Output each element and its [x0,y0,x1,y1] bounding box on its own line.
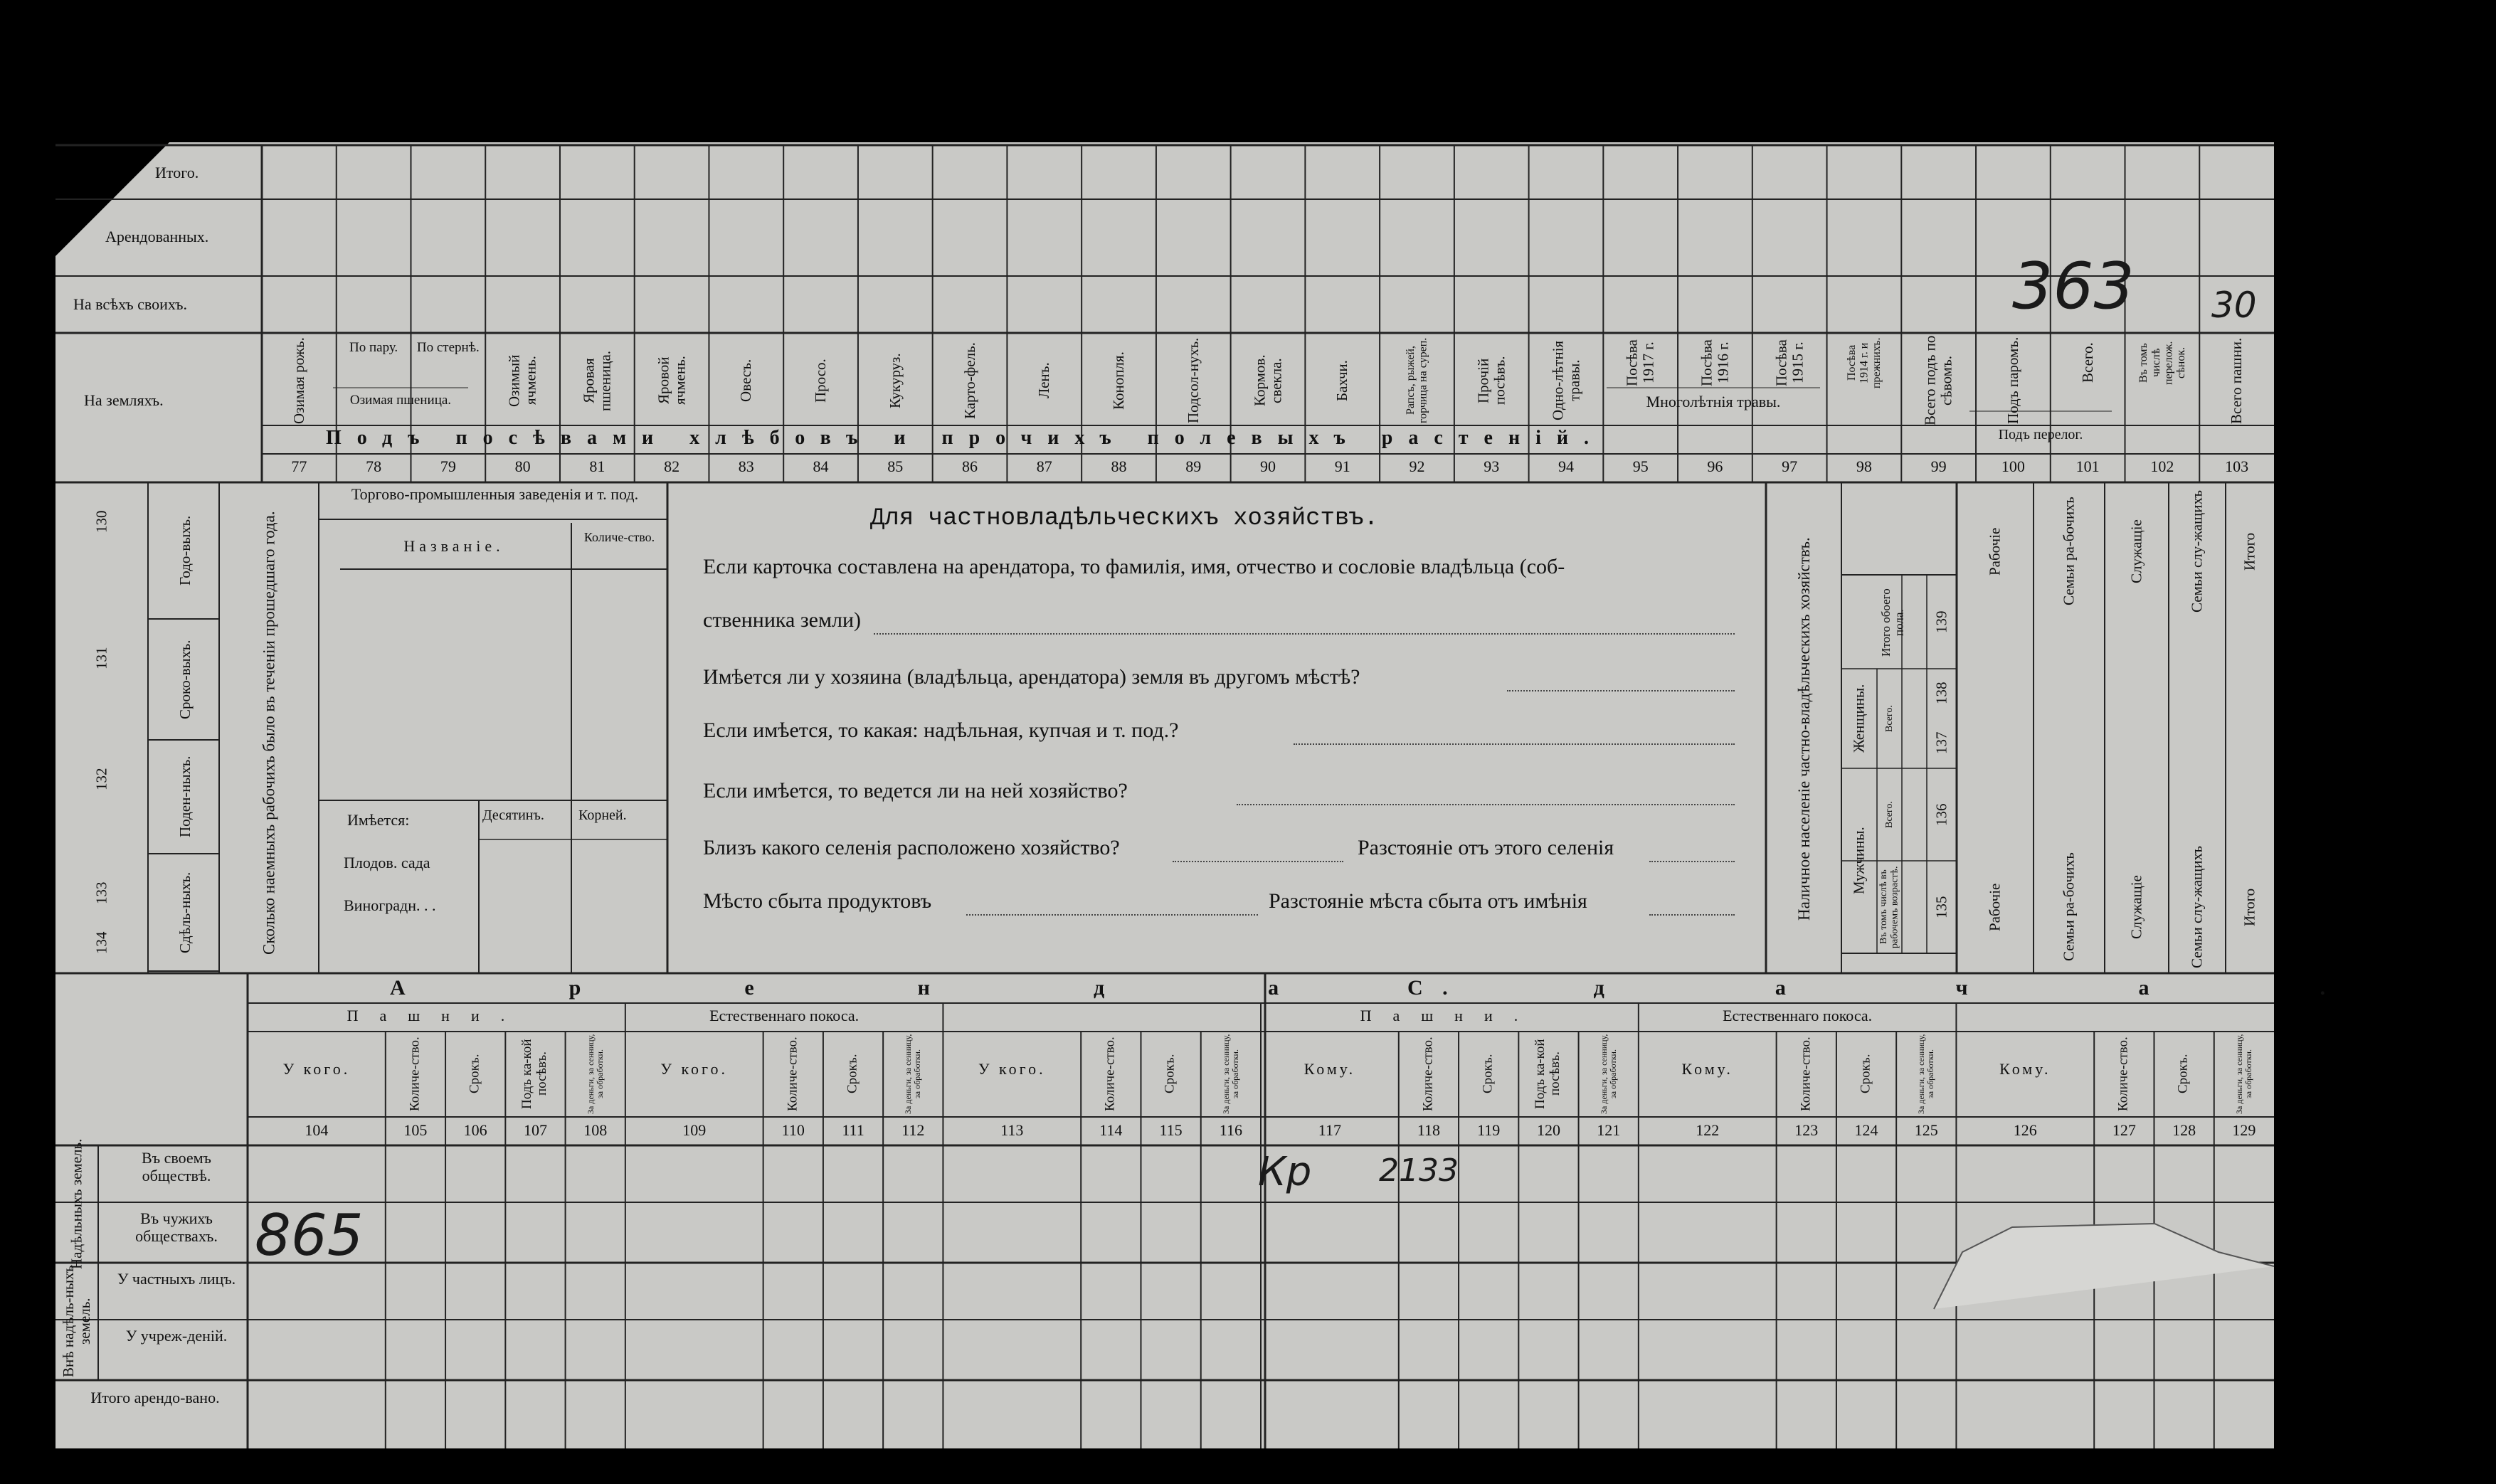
bot-head-12: За деньги, за сенницу, за обработки. [1220,1034,1240,1114]
bot-group-0: Пашни. [347,1007,527,1024]
answer-line-farmed[interactable] [1237,804,1735,805]
bot-col-number-105: 105 [403,1121,428,1139]
col-number-85: 85 [887,457,904,475]
bot-col-number-115: 115 [1159,1121,1183,1139]
answer-line-village-distance[interactable] [1649,861,1735,862]
bot-head-13: Кому. [1303,1060,1356,1078]
pop-men-total: Всего. [1883,801,1895,828]
question-other-land: Имѣется ли у хозяина (владѣльца, арендатора) земля въ другомъ мѣстѣ? [703,665,1360,689]
staff-col-bottom-1: Семьи ра-бочихъ [2060,852,2078,962]
hired-type-1: Сроко-выхъ. [176,640,194,719]
population-label: Наличное населеніе частно-владѣльческихъ хозяйствъ. [1794,537,1813,921]
col-number-89: 89 [1185,457,1202,475]
col-number-83: 83 [738,457,754,475]
bot-col-number-108: 108 [583,1121,608,1139]
crop-header-26: Всего пашни. [2228,337,2246,424]
crop-header-10: Ленъ. [1035,362,1053,399]
sdacha-title: Сдача. [1407,976,2496,1000]
hired-col-131: 131 [92,647,110,669]
crop-header-13: Кормов. свекла. [1250,354,1284,407]
staff-col-bottom-0: Рабочіе [1986,883,2004,931]
question-owner-2: ственника земли) [703,608,861,632]
crop-header-1: По пару. [349,340,398,355]
bot-head-8: За деньги, за сенницу, за обработки. [903,1034,923,1114]
bot-head-1: Количе-ство. [407,1037,423,1111]
census-card [55,142,2496,1448]
bot-col-number-123: 123 [1794,1121,1819,1139]
crop-header-19: Посѣва 1916 г. [1698,339,1732,386]
pop-men-working-age: Въ томъ числѣ въ рабочемъ возрастѣ. [1878,866,1900,948]
trade-name-col: Названіе. [403,537,504,555]
staff-col-top-3: Семьи слу-жащихъ [2188,489,2206,613]
handwritten-number-left: 865 [255,1202,364,1268]
crop-header-15: Рапсъ, рыжей, горчица на суреп. [1404,337,1429,424]
row-private-persons: У частныхъ лицъ. [117,1270,236,1288]
question-land-type: Если имѣется, то какая: надѣльная, купчая и т. под.? [703,719,1179,742]
fallow-group-label: Подъ перелог. [1998,427,2083,442]
col-number-77: 77 [291,457,307,475]
col-number-94: 94 [1558,457,1574,475]
bot-col-number-110: 110 [781,1121,805,1139]
bot-group-2: Пашни. [1360,1007,1540,1024]
bot-col-number-117: 117 [1318,1121,1341,1139]
hired-type-2: Поден-ныхъ. [176,756,194,838]
crop-header-17: Одно-лѣтнiя травы. [1548,340,1582,421]
row-other-society: Въ чужихъ обществахъ. [135,1209,218,1246]
crop-header-18: Посѣва 1917 г. [1623,339,1657,386]
trade-title: Торгово-промышленныя заведенія и т. под. [351,485,639,503]
bot-head-11: Срокъ. [1163,1054,1178,1094]
crop-header-22: Всего подъ по сѣвомъ. [1921,335,1955,426]
bot-col-number-111: 111 [842,1121,864,1139]
row-own-society: Въ своемъ обществѣ. [142,1149,211,1185]
trade-qty-col: Количе-ство. [583,530,655,544]
col-number-97: 97 [1782,457,1798,475]
col-number-96: 96 [1707,457,1723,475]
row-own-label: На всѣхъ своихъ. [73,295,187,313]
hired-type-0: Годо-выхъ. [176,515,194,586]
hired-col-134: 134 [92,931,110,954]
crop-header-7: Просо. [811,359,829,403]
bot-head-21: За деньги, за сенницу, за обработки. [1916,1034,1936,1114]
crop-header-4: Яровая пшеница. [580,350,614,411]
bot-head-10: Количе-ство. [1102,1037,1118,1111]
question-market: Мѣсто сбыта продуктовъ [703,889,932,913]
wheat-group-label: Озимая пшеница. [349,393,452,408]
both-sexes-label: Итого обоего пола. [1878,588,1906,657]
bot-col-number-128: 128 [2172,1121,2196,1139]
orchard-label: Плодов. сада [344,854,430,871]
crop-header-25: Въ томъ числѣ перелож. сѣнок. [2137,341,2187,385]
answer-line-market[interactable] [966,914,1258,916]
vineyard-label: Виноградн. . . [344,896,436,914]
question-owner-1: Если карточка составлена на арендатора, то фамилія, имя, отчество и сословіе владѣльца (соб- [703,555,1565,578]
row-rented-label: Арендованных. [105,228,209,245]
crop-header-9: Карто-фель. [961,342,978,419]
bot-head-0: У кого. [282,1060,351,1078]
col-number-88: 88 [1111,457,1127,475]
bot-head-5: У кого. [660,1060,729,1078]
grass-group-label: Многолѣтнія травы. [1646,393,1781,410]
col-number-100: 100 [2001,457,2025,475]
crop-header-3: Озимый ячмень. [505,354,539,407]
vne-nadel-label: Внѣ надѣль-ныхъ земель. [59,1265,93,1378]
row-institutions: У учреж-деній. [125,1327,228,1345]
bot-col-number-124: 124 [1854,1121,1878,1139]
bot-col-number-119: 119 [1477,1121,1501,1139]
bot-head-14: Количе-ство. [1420,1037,1436,1111]
question-village: Близъ какого селенія расположено хозяйство? [703,836,1120,859]
col-number-82: 82 [664,457,680,475]
answer-line-village[interactable] [1173,861,1343,862]
bot-col-number-104: 104 [305,1121,329,1139]
bot-col-number-118: 118 [1417,1121,1441,1139]
question-farmed: Если имѣется, то ведется ли на ней хозяйство? [703,779,1128,802]
women-label: Женщины. [1850,684,1868,753]
answer-line-other-land[interactable] [1507,690,1735,691]
crop-header-8: Кукуруз. [886,353,904,408]
hired-col-133: 133 [92,881,110,904]
hired-type-3: Сдѣль-ныхъ. [176,871,194,953]
section-title-sown: Подъ посѣвами хлѣбовъ и прочихъ полевыхъ растеній. [326,427,1605,449]
staff-col-bottom-4: Итого [2241,888,2258,926]
bot-head-24: Срокъ. [2176,1054,2191,1094]
bot-head-9: У кого. [978,1060,1046,1078]
bot-col-number-109: 109 [682,1121,707,1139]
row-lands-label: На земляхъ. [84,391,164,409]
bot-head-6: Количе-ство. [785,1037,800,1111]
pop-col-139: 139 [1932,610,1950,633]
bot-col-number-107: 107 [523,1121,547,1139]
crop-header-23: Подъ паромъ. [2004,336,2021,425]
bot-col-number-113: 113 [1000,1121,1024,1139]
crop-header-2: По стернѣ. [416,340,480,355]
bot-head-7: Срокъ. [845,1054,860,1094]
bot-col-number-122: 122 [1696,1121,1720,1139]
bot-head-20: Срокъ. [1858,1054,1873,1094]
crop-header-24: Всего. [2078,342,2096,383]
pop-col-135: 135 [1932,896,1950,918]
col-number-91: 91 [1334,457,1350,475]
bot-col-number-120: 120 [1536,1121,1560,1139]
question-village-distance: Разстояніе отъ этого селенія [1358,836,1614,859]
question-market-distance: Разстояніе мѣста сбыта отъ имѣнія [1269,889,1587,913]
crop-header-12: Подсол-нухъ. [1184,337,1202,424]
col-number-84: 84 [813,457,829,475]
hired-col-132: 132 [92,768,110,790]
hired-col-130: 130 [92,510,110,533]
col-number-81: 81 [589,457,606,475]
staff-col-bottom-2: Служащіе [2127,875,2145,939]
bot-head-25: За деньги, за сенницу, за обработки. [2233,1034,2253,1114]
col-number-102: 102 [2150,457,2174,475]
private-farms-title: Для частновладѣльческихъ хозяйствъ. [870,505,1379,532]
col-number-93: 93 [1484,457,1500,475]
bot-head-19: Количе-ство. [1798,1037,1814,1111]
bot-head-23: Количе-ство. [2115,1037,2131,1111]
pop-col-136: 136 [1932,803,1950,826]
crop-header-21: Посѣва 1914 г. и прежнихъ. [1845,337,1883,388]
have-label: Имѣется: [347,811,410,829]
answer-line-owner[interactable] [874,633,1735,635]
bot-group-3: Естественнаго покоса. [1723,1007,1873,1024]
handwritten-kr: Кр [1258,1149,1312,1195]
bot-col-number-116: 116 [1219,1121,1242,1139]
pop-col-138: 138 [1932,682,1950,704]
dessiatin-col: Десятинъ. [482,807,544,823]
roots-col: Корней. [578,807,627,823]
arenda-title: Аренда. [390,976,1612,1000]
answer-line-land-type[interactable] [1294,743,1735,745]
bot-head-2: Срокъ. [467,1054,482,1094]
bot-head-18: Кому. [1681,1060,1733,1078]
bot-head-15: Срокъ. [1480,1054,1496,1094]
answer-line-market-distance[interactable] [1649,914,1735,916]
bot-col-number-129: 129 [2232,1121,2256,1139]
col-number-92: 92 [1409,457,1425,475]
crop-header-6: Овесъ. [737,359,755,403]
col-number-87: 87 [1036,457,1052,475]
crop-header-11: Конопля. [1109,351,1127,410]
staff-col-top-2: Служащіе [2127,519,2145,583]
bot-head-17: За деньги, за сенницу, за обработки. [1598,1034,1618,1114]
col-number-99: 99 [1930,457,1947,475]
col-number-103: 103 [2225,457,2249,475]
bot-col-number-112: 112 [901,1121,925,1139]
bot-head-3: Подъ ка-кой посѣвъ. [519,1039,550,1109]
row-total-label: Итого. [155,164,199,181]
crop-header-5: Яровой ячмень. [654,356,689,406]
crop-header-14: Бахчи. [1333,360,1351,401]
handwritten-number-corner: 30 [2211,285,2257,326]
bot-head-4: За деньги, за сенницу, за обработки. [585,1034,605,1114]
bot-group-1: Естественнаго покоса. [709,1007,860,1024]
col-number-98: 98 [1856,457,1872,475]
staff-col-top-1: Семьи ра-бочихъ [2060,497,2078,606]
bot-col-number-125: 125 [1914,1121,1938,1139]
hired-workers-label: Сколько наемныхъ рабочихъ было въ теченіи прошедшаго года. [260,511,278,955]
handwritten-value: 2133 [1379,1152,1459,1189]
crop-header-20: Посѣва 1915 г. [1772,339,1807,386]
nadel-label: Надѣльныхъ земель. [68,1138,85,1270]
pop-women-total: Всего. [1883,705,1895,732]
bot-col-number-114: 114 [1099,1121,1123,1139]
crop-header-0: Озимая рожь. [290,337,307,424]
staff-col-bottom-3: Семьи слу-жащихъ [2188,845,2206,969]
bot-head-16: Подъ ка-кой посѣвъ. [1533,1039,1563,1109]
handwritten-number-top: 363 [2012,249,2135,324]
staff-col-top-0: Рабочіе [1986,527,2004,576]
bot-col-number-126: 126 [2013,1121,2037,1139]
pop-col-137: 137 [1932,731,1950,754]
crop-header-16: Прочiй посѣвъ. [1474,356,1508,406]
col-number-78: 78 [366,457,382,475]
row-total-rented: Итого арендо-вано. [90,1389,220,1406]
staff-col-top-4: Итого [2241,532,2258,571]
col-number-79: 79 [440,457,456,475]
men-label: Мужчины. [1850,827,1868,895]
bot-col-number-121: 121 [1597,1121,1621,1139]
col-number-101: 101 [2075,457,2100,475]
col-number-86: 86 [962,457,978,475]
bot-col-number-127: 127 [2112,1121,2136,1139]
col-number-80: 80 [514,457,531,475]
bot-col-number-106: 106 [463,1121,487,1139]
col-number-95: 95 [1632,457,1649,475]
bot-head-22: Кому. [1999,1060,2051,1078]
col-number-90: 90 [1259,457,1276,475]
